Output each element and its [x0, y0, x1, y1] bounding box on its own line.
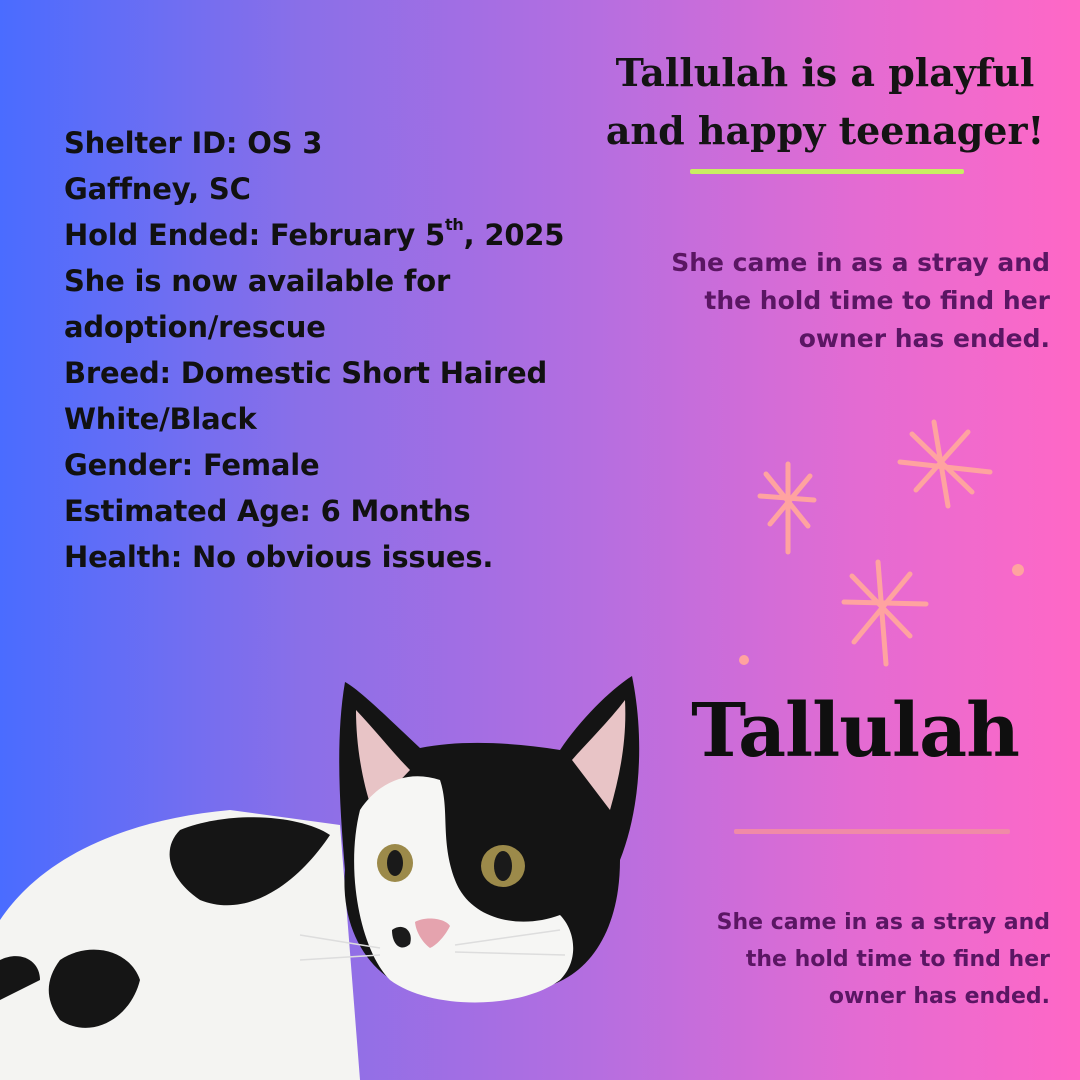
headline	[600, 44, 1050, 160]
gender: Gender: Female	[64, 448, 320, 482]
estimated-age: Estimated Age: 6 Months	[64, 494, 471, 528]
dot-icon	[739, 655, 749, 665]
sparkle-icon	[730, 410, 1050, 690]
stray-note-bottom-line-3: owner has ended.	[828, 984, 1050, 1009]
dot-icon	[1012, 564, 1024, 576]
hold-ended: Hold Ended: February 5th, 2025	[64, 215, 565, 252]
headline-line-1: Tallulah is a playful	[615, 50, 1035, 95]
stray-note-top-line-3: owner has ended.	[798, 324, 1050, 353]
availability-line-1: She is now available for	[64, 264, 451, 298]
shelter-id: Shelter ID: OS 3	[64, 126, 323, 160]
stray-note-bottom	[630, 904, 1050, 1015]
breed: Breed: Domestic Short Haired	[64, 356, 548, 390]
sparkle-icon	[844, 562, 926, 664]
stray-note-bottom-line-1: She came in as a stray and	[716, 910, 1050, 935]
location: Gaffney, SC	[64, 172, 251, 206]
headline-line-2: and happy teenager!	[605, 108, 1045, 153]
cat-photo	[0, 660, 660, 1080]
headline-underline	[690, 169, 964, 174]
health: Health: No obvious issues.	[64, 540, 494, 574]
availability-line-2: adoption/rescue	[64, 310, 326, 344]
stray-note-top	[630, 244, 1050, 358]
pet-details	[64, 120, 624, 580]
pet-name: Tallulah	[691, 688, 1019, 774]
sparkle-icon	[760, 464, 814, 552]
sparkle-icon	[900, 422, 990, 506]
stray-note-bottom-line-2: the hold time to find her	[745, 947, 1050, 972]
stray-note-top-line-2: the hold time to find her	[704, 286, 1050, 315]
coat-color: White/Black	[64, 402, 257, 436]
stray-note-top-line-1: She came in as a stray and	[671, 248, 1050, 277]
name-underline	[734, 829, 1010, 834]
